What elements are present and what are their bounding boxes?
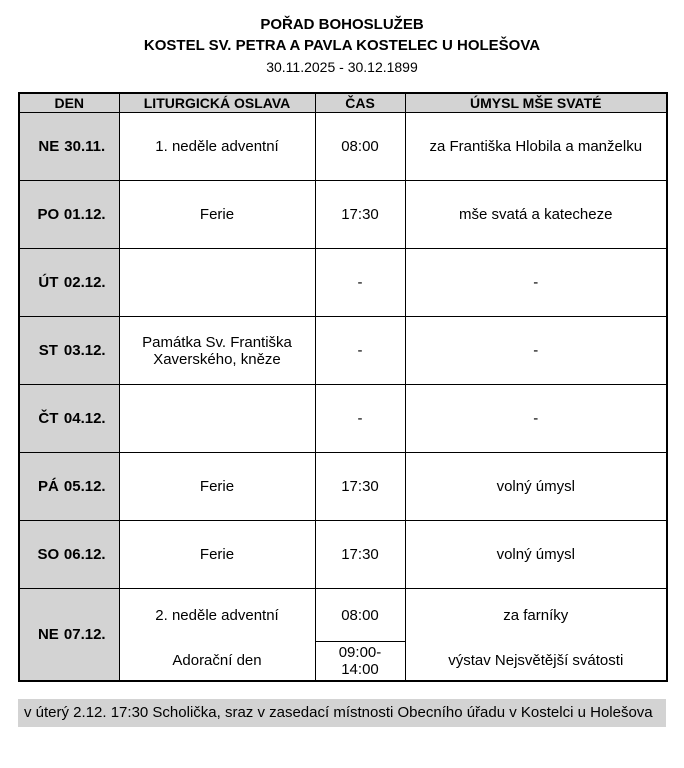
column-header-celebration: LITURGICKÁ OSLAVA <box>119 93 315 113</box>
day-date: 07.12. <box>63 626 106 643</box>
column-header-intention: ÚMYSL MŠE SVATÉ <box>405 93 667 113</box>
intention-cell: - <box>405 385 667 453</box>
day-abbreviation: PÁ <box>37 478 59 495</box>
intention-cell: - <box>405 317 667 385</box>
table-row <box>19 317 667 385</box>
table-row <box>19 453 667 521</box>
day-cell <box>19 385 119 453</box>
day-cell <box>19 113 119 181</box>
page-subtitle: KOSTEL SV. PETRA A PAVLA KOSTELEC U HOLEŠOVA <box>143 37 541 54</box>
intention-cell: volný úmysl <box>405 453 667 521</box>
date-range: 30.11.2025 - 30.12.1899 <box>266 59 418 75</box>
celebration-cell <box>119 249 315 317</box>
day-cell <box>19 249 119 317</box>
intention-cell: volný úmysl <box>405 521 667 589</box>
day-abbreviation: ST <box>38 342 58 359</box>
time-cell: 08:00 <box>315 589 405 642</box>
footer-note: v úterý 2.12. 17:30 Scholička, sraz v zasedací místnosti Obecního úřadu v Kostelci u Holešova <box>18 699 666 727</box>
day-date: 05.12. <box>63 478 106 495</box>
intention-cell: výstav Nejsvětější svátosti <box>405 642 667 682</box>
celebration-cell: Ferie <box>119 181 315 249</box>
day-date: 01.12. <box>63 206 106 223</box>
time-cell: - <box>315 317 405 385</box>
celebration-cell: Ferie <box>119 521 315 589</box>
schedule-table <box>18 92 668 682</box>
document-header <box>18 14 666 77</box>
day-cell <box>19 453 119 521</box>
day-date: 06.12. <box>63 546 106 563</box>
celebration-cell: Adorační den <box>119 642 315 682</box>
intention-cell: za farníky <box>405 589 667 642</box>
table-row <box>19 385 667 453</box>
time-cell: 17:30 <box>315 181 405 249</box>
time-cell: 17:30 <box>315 453 405 521</box>
day-date: 02.12. <box>63 274 106 291</box>
day-cell <box>19 181 119 249</box>
day-abbreviation: ÚT <box>38 274 59 291</box>
day-abbreviation: NE <box>37 626 59 643</box>
time-cell: - <box>315 249 405 317</box>
day-cell <box>19 521 119 589</box>
time-cell: 17:30 <box>315 521 405 589</box>
intention-cell: - <box>405 249 667 317</box>
day-cell <box>19 589 119 682</box>
day-date: 03.12. <box>63 342 106 359</box>
table-row <box>19 181 667 249</box>
table-header-row <box>19 93 667 113</box>
day-date: 04.12. <box>63 410 106 427</box>
intention-cell: mše svatá a katecheze <box>405 181 667 249</box>
time-cell: 08:00 <box>315 113 405 181</box>
table-row <box>19 249 667 317</box>
column-header-time: ČAS <box>315 93 405 113</box>
celebration-cell: 1. neděle adventní <box>119 113 315 181</box>
day-date: 30.11. <box>64 138 106 155</box>
day-cell <box>19 317 119 385</box>
page-title: POŘAD BOHOSLUŽEB <box>260 16 424 33</box>
celebration-cell: Památka Sv. Františka Xaverského, kněze <box>119 317 315 385</box>
celebration-cell <box>119 385 315 453</box>
table-row <box>19 521 667 589</box>
day-abbreviation: PO <box>37 206 60 223</box>
celebration-cell: 2. neděle adventní <box>119 589 315 642</box>
schedule-table-body <box>19 113 667 682</box>
day-abbreviation: ČT <box>38 410 59 427</box>
day-abbreviation: SO <box>37 546 60 563</box>
column-header-day: DEN <box>19 93 119 113</box>
table-row <box>19 589 667 642</box>
time-cell: - <box>315 385 405 453</box>
intention-cell: za Františka Hlobila a manželku <box>405 113 667 181</box>
table-row <box>19 113 667 181</box>
time-cell: 09:00-14:00 <box>315 642 405 682</box>
day-abbreviation: NE <box>38 138 60 155</box>
celebration-cell: Ferie <box>119 453 315 521</box>
